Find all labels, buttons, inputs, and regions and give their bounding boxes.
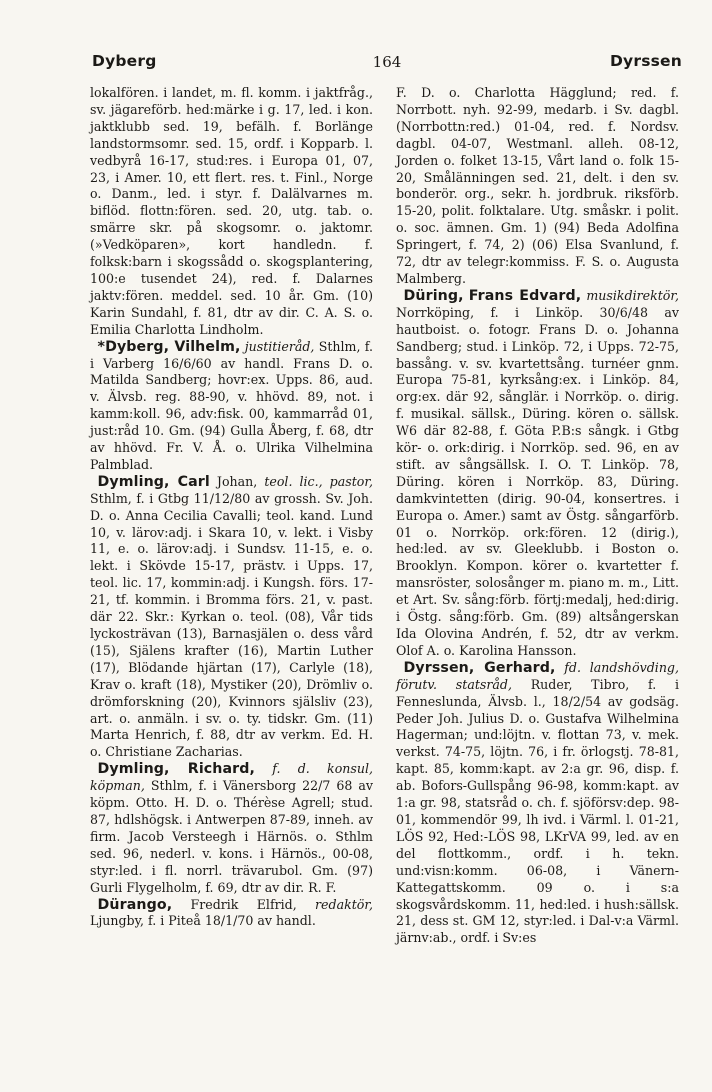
entry-continuation: lokalfören. i landet, m. fl. komm. i jaktfråg., sv. jägareförb. hed:märke i g. 17, led. i kon. jaktklubb sed. 19, befälh. f. Borlänge landstormsomr. sed. 15, ordf. i Kopparb. l. vedbyrå 16-17, stud:res. i Europa 01, 07, 23, i Amer. 10, ett flert. res. t. Finl., Norge o. Danm., led. i styr. f. Dalälvarnes m. biflöd. flottn:fören. sed. 20, utg. tab. o. smärre skr. på skogsomr. o. jaktomr. (»Vedköparen», kort handledn. f. folksk:barn i skogssådd o. skogsplantering, 100:e tusendet 24), red. f. Dalarnes jaktv:fören. meddel. sed. 10 år. Gm. (10) Karin Sundahl, f. 81, dtr av dir. C. A. S. o. Emilia Charlotta Lindholm. <box>90 85 373 337</box>
entry-dyberg-vilhelm <box>90 339 373 474</box>
page-header <box>92 52 682 76</box>
entry-title: redaktör, <box>315 896 373 912</box>
running-head-right: Dyrssen <box>609 52 682 70</box>
entry-name: Dürango, <box>97 896 173 913</box>
entry-name-rest: Fredrik Elfrid, <box>190 896 297 912</box>
entry-title: justitieråd, <box>244 338 315 354</box>
entry-dymling-richard <box>90 761 373 896</box>
entry-title: f. d. konsul, köpman, <box>90 761 373 794</box>
entry-title: musikdirektör, <box>586 287 679 303</box>
running-head-left: Dyberg <box>92 52 157 70</box>
entry-dyrssen-gerhard <box>396 660 679 947</box>
entry-body: Sthlm, f. i Gtbg 11/12/80 av grossh. Sv. Joh. D. o. Anna Cecilia Cavalli; teol. kand. Lund 10, v. lärov:adj. i Skara 10, v. lekt. i Visby 11, e. o. lärov:adj. i Sundsv. 11-15, e. o. lekt. i Skövde 15-17, prästv. i Upps. 17, teol. lic. 17, kommin:adj. i Kungsh. förs. 17-21, tf. kommin. i Bromma förs. 21, v. past. där 22. Skr.: Kyrkan o. teol. (08), Vår tids lyckosträvan (13), Barnasjälen o. dess vård (15), Själens krafter (16), Martin Luther (17), Blödande hjärtan (17), Carlyle (18), Krav o. kraft (18), Mystiker (20), Drömliv o. drömforskning (20), Kvinnors själsliv (23), art. o. anmäln. i sv. o. ty. tidskr. Gm. (11) Marta Henrich, f. 88, dtr av verkm. Ed. H. o. Christiane Zacharias. <box>90 490 373 760</box>
entry-body: Sthlm, f. i Vänersborg 22/7 68 av köpm. Otto. H. D. o. Thérèse Agrell; stud. 87, hdlshögsk. i Antwerpen 87-89, inneh. av firm. Jacob Versteegh i Härnös. o. Sthlm sed. 96, nederl. v. kons. i Härnös., 00-08, styr:led. i fl. norrl. trävarubol. Gm. (97) Gurli Flygelholm, f. 69, dtr av dir. R. F. <box>90 778 373 895</box>
entry-body: Norrköping, f. i Linköp. 30/6/48 av hautboist. o. fotogr. Frans D. o. Johanna Sandberg; stud. i Linköp. 72, i Upps. 72-75, bassång. v. sv. kvartettsång. turnéer gnm. Europa 75-81, kyrksång:ex. i Linköp. 84, org:ex. där 92, sånglär. i Norrköp. o. dirig. f. musikal. sällsk., Düring. kören o. sällsk. W6 där 82-88, f. Göta P.B:s sångk. i Gtbg kör- o. ork:dirig. i Norrköp. sed. 96, en av stift. av sångsällsk. I. O. T. Linköp. 78, Düring. kören i Norrköp. 83, Düring. damkvintetten (dirig. 90-04, konsertres. i Europa o. Amer.) samt av Östg. sångarförb. 01 o. Norrköp. ork:fören. 12 (dirig.), hed:led. av sv. Gleeklubb. i Boston o. Brooklyn. Kompon. körer o. kvartetter f. mansröster, solosånger m. piano m. m., Litt. et Art. Sv. sång:förb. förtj:medalj, hed:dirig. i Östg. sång:förb. Gm. (89) altsångerskan Ida Olovina Andrén, f. 52, dtr av verkm. Olof A. o. Karolina Hansson. <box>396 304 679 658</box>
entry-dymling-carl <box>90 474 373 761</box>
entry-name-rest: Johan, <box>216 473 258 489</box>
right-column <box>396 85 679 947</box>
entry-name: *Dyberg, Vilhelm, <box>97 338 241 355</box>
entry-name: Dyrssen, Gerhard, <box>403 659 556 676</box>
entry-during-frans <box>396 288 679 660</box>
entry-title: teol. lic., pastor, <box>264 473 373 489</box>
entry-name: Düring, <box>403 287 464 304</box>
entry-body: Ljungby, f. i Piteå 18/1/70 av handl. <box>90 913 316 929</box>
entry-name-rest: Frans Edvard, <box>468 287 582 304</box>
entry-name: Dymling, Carl <box>97 473 210 490</box>
left-column <box>90 85 373 930</box>
entry-durango-fredrik <box>90 897 373 931</box>
entry-continuation: F. D. o. Charlotta Hägglund; red. f. Norrbott. nyh. 92-99, medarb. i Sv. dagbl. (Norrbottn:red.) 01-04, red. f. Nordsv. dagbl. 04-07, Westmanl. alleh. 08-12, Jorden o. folket 13-15, Vårt land o. folk 15-20, Smålänningen sed. 21, delt. i den sv. bonderör. org., sekr. h. jordbruk. riksförb. 15-20, polit. folktalare. Utg. småskr. i polit. o. soc. ämnen. Gm. 1) (94) Beda Adolfina Springert, f. 74, 2) (06) Elsa Svanlund, f. 72, dtr av telegr:kommiss. F. S. o. Augusta Malmberg. <box>396 85 679 286</box>
entry-name: Dymling, Richard, <box>97 761 256 778</box>
entry-body: Ruder, Tibro, f. i Fenneslunda, Älvsb. l., 18/2/54 av godsäg. Peder Joh. Julius D. o. Gustafva Wilhelmina Hagerman; und:löjtn. v. flottan 73, v. mek. verkst. 74-75, löjtn. 76, i fr. örlogstj. 78-81, kapt. 85, komm:kapt. av 2:a gr. 96, disp. f. ab. Bofors-Gullspång 96-98, komm:kapt. av 1:a gr. 98, statsråd o. ch. f. sjöförsv:dep. 98-01, kommendör 99, lh ivd. i Värml. l. 01-21, LÖS 92, Hed:-LÖS 98, LKrVA 99, led. av en del flottkomm., ordf. i h. tekn. und:visn:komm. 06-08, i Vänern-Kattegattskomm. 09 o. i s:a skogsvårdskomm. 11, hed:led. i hush:sällsk. 21, dess st. GM 12, styr:led. i Dal-v:a Värml. järnv:ab., ordf. i Sv:es <box>396 676 679 946</box>
entry-title: fd. landshövding, förutv. statsråd, <box>396 659 679 692</box>
entry-body: Sthlm, f. i Varberg 16/6/60 av handl. Frans D. o. Matilda Sandberg; hovr:ex. Upps. 86, aud. v. Älvsb. reg. 88-90, v. hhövd. 89, not. i kamm:koll. 96, adv:fisk. 00, kammarråd 01, just:råd 10. Gm. (94) Gulla Åberg, f. 68, dtr av hhövd. Fr. V. Å. o. Ulrika Vilhelmina Palmblad. <box>90 338 373 472</box>
page-number: 164 <box>372 53 402 71</box>
